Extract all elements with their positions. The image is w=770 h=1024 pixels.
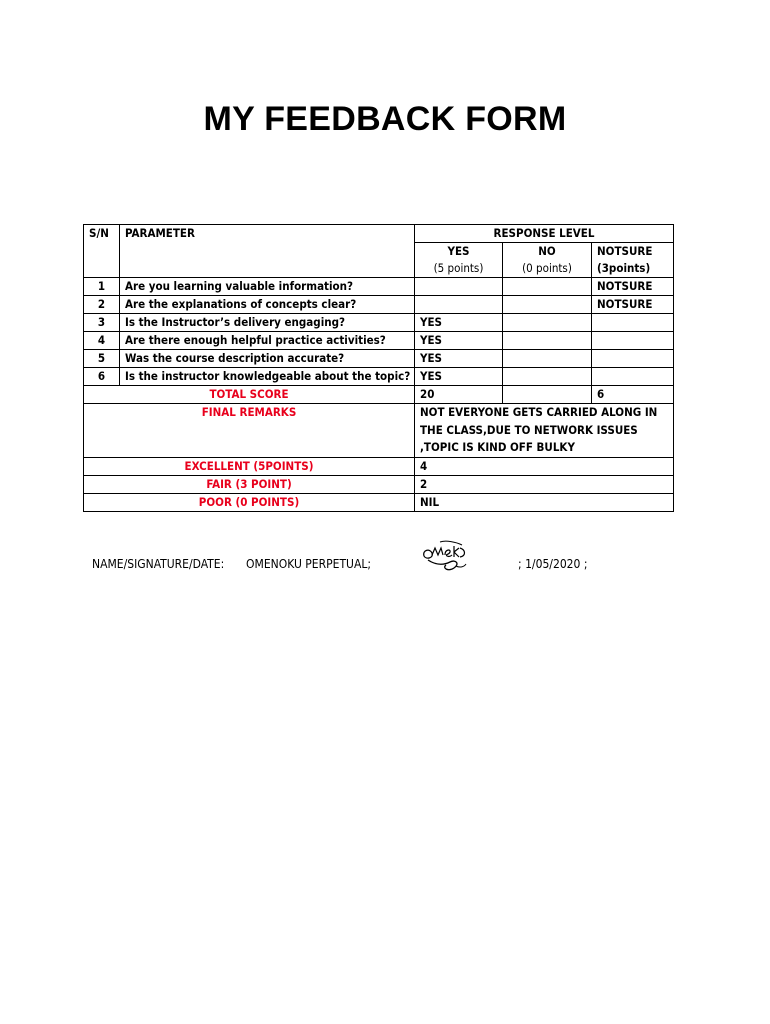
row-sn: 1	[84, 278, 120, 296]
table-row	[84, 278, 674, 296]
header-no-points: (0 points)	[522, 261, 572, 275]
page-title: MY FEEDBACK FORM	[203, 100, 567, 138]
rating-label: POOR (0 POINTS)	[84, 493, 415, 511]
rating-label: FAIR (3 POINT)	[84, 475, 415, 493]
row-parameter: Are there enough helpful practice activities?	[120, 332, 415, 350]
row-yes	[415, 278, 503, 296]
row-parameter: Are the explanations of concepts clear?	[120, 296, 415, 314]
final-remarks-row	[84, 404, 674, 458]
row-sn: 3	[84, 314, 120, 332]
header-parameter: PARAMETER	[120, 225, 415, 243]
total-score-notsure: 6	[592, 386, 674, 404]
table-row	[84, 296, 674, 314]
table-row	[84, 350, 674, 368]
total-score-no	[503, 386, 592, 404]
row-parameter: Is the Instructor’s delivery engaging?	[120, 314, 415, 332]
row-no	[503, 368, 592, 386]
row-notsure: NOTSURE	[592, 296, 674, 314]
signature-line-label: NAME/SIGNATURE/DATE:	[92, 557, 225, 571]
row-sn: 2	[84, 296, 120, 314]
rating-value: 4	[415, 457, 674, 475]
table-header-row	[84, 225, 674, 243]
rating-label: EXCELLENT (5POINTS)	[84, 457, 415, 475]
row-notsure	[592, 350, 674, 368]
final-remarks-label: FINAL REMARKS	[84, 404, 415, 458]
row-notsure	[592, 368, 674, 386]
row-notsure: NOTSURE	[592, 278, 674, 296]
row-no	[503, 278, 592, 296]
row-notsure	[592, 332, 674, 350]
signature-date: ; 1/05/2020 ;	[518, 557, 588, 571]
header-notsure-label: NOTSURE	[597, 244, 653, 258]
final-remarks-text: NOT EVERYONE GETS CARRIED ALONG IN THE CLASS,DUE TO NETWORK ISSUES ,TOPIC IS KIND OFF BULKY	[415, 404, 674, 458]
row-parameter: Is the instructor knowledgeable about the topic?	[120, 368, 415, 386]
row-yes: YES	[415, 332, 503, 350]
header-sn: S/N	[84, 225, 120, 243]
feedback-table	[83, 224, 674, 512]
row-no	[503, 296, 592, 314]
row-sn: 6	[84, 368, 120, 386]
header-yes-points: (5 points)	[433, 261, 484, 275]
rating-row	[84, 457, 674, 475]
rating-row	[84, 493, 674, 511]
total-score-yes: 20	[415, 386, 503, 404]
signer-name: OMENOKU PERPETUAL;	[246, 557, 371, 571]
row-yes: YES	[415, 368, 503, 386]
header-response-level: RESPONSE LEVEL	[415, 225, 674, 243]
row-notsure	[592, 314, 674, 332]
total-score-label: TOTAL SCORE	[84, 386, 415, 404]
table-row	[84, 332, 674, 350]
header-yes-label: YES	[447, 244, 470, 258]
table-subheader-row	[84, 243, 674, 278]
header-notsure	[592, 243, 674, 278]
row-no	[503, 332, 592, 350]
header-yes	[415, 243, 503, 278]
rating-row	[84, 475, 674, 493]
table-row	[84, 314, 674, 332]
row-no	[503, 350, 592, 368]
row-yes: YES	[415, 314, 503, 332]
rating-value: 2	[415, 475, 674, 493]
header-notsure-points: (3points)	[597, 261, 651, 275]
signature-line	[92, 555, 712, 577]
header-no	[503, 243, 592, 278]
table-row	[84, 368, 674, 386]
row-yes	[415, 296, 503, 314]
row-parameter: Was the course description accurate?	[120, 350, 415, 368]
row-no	[503, 314, 592, 332]
row-sn: 4	[84, 332, 120, 350]
handwritten-signature	[420, 540, 468, 574]
row-yes: YES	[415, 350, 503, 368]
row-parameter: Are you learning valuable information?	[120, 278, 415, 296]
header-no-label: NO	[538, 244, 556, 258]
total-score-row	[84, 386, 674, 404]
rating-value: NIL	[415, 493, 674, 511]
row-sn: 5	[84, 350, 120, 368]
